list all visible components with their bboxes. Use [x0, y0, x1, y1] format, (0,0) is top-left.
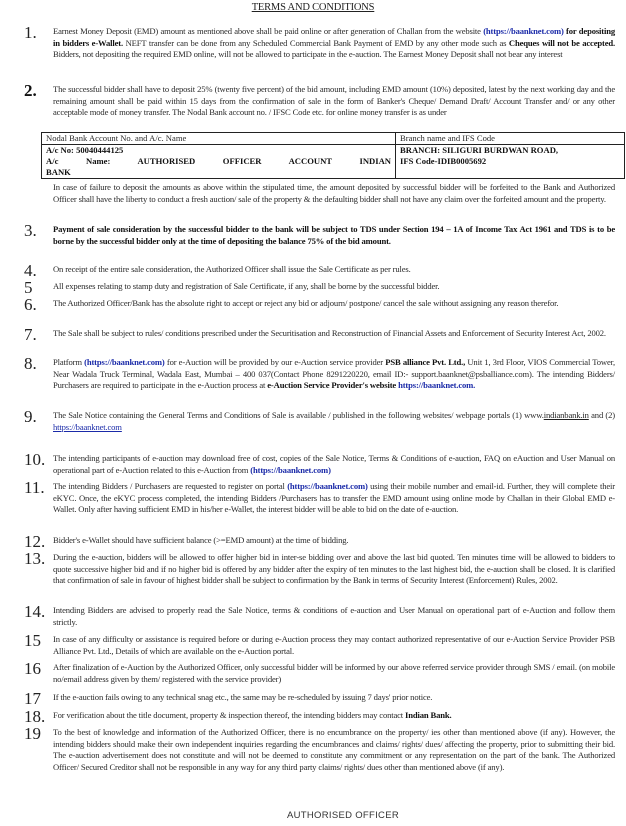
- clause-text-run: Bidder's e-Wallet should have sufficient balance (>=EMD amount) at the time of bidding.: [53, 535, 349, 545]
- clause-link[interactable]: https://baanknet.com: [53, 421, 122, 432]
- clause-text: [53, 224, 615, 247]
- clause-link[interactable]: (https://baanknet.com): [483, 26, 564, 36]
- clause-number: 12.: [24, 532, 46, 551]
- ifsc-code: IFS Code-IDIB0005692: [400, 156, 487, 166]
- clause-emphasis: PSB alliance Pvt. Ltd.,: [385, 357, 466, 367]
- clause-text: [53, 662, 615, 685]
- clause-emphasis: Indian Bank.: [405, 710, 452, 720]
- clause-number: 8.: [24, 354, 37, 373]
- clause-text-run: The Sale shall be subject to rules/ conditions prescribed under the Securitisation and Reconstruction of Financial Assets and Enforcement of Security Interest Act, 2002.: [53, 328, 606, 338]
- table-header-account: Nodal Bank Account No. and A/c. Name: [42, 133, 396, 145]
- clause-text: [53, 692, 615, 704]
- clause-number: 9.: [24, 407, 37, 426]
- clause-text-run: For verification about the title document, property & inspection thereof, the intending bidders may contact: [53, 710, 406, 720]
- clause-text-run: Platform: [53, 357, 85, 367]
- clause-text-run: After finalization of e-Auction by the Authorized Officer, only successful bidder will be informed by our above referred service provider through SMS / email. (on mobile no/email address given by them/ registered with the service provider): [53, 662, 615, 684]
- clause-text-run: Earnest Money Deposit (EMD) amount as mentioned above shall be paid online or after generation of Challan from the website: [53, 26, 484, 36]
- account-number: A/c No: 50040444125: [46, 145, 124, 155]
- clause-text-run: and (2): [588, 410, 615, 420]
- clause-emphasis: Cheques will not be accepted.: [508, 37, 615, 48]
- clause-text-run: The Sale Notice containing the General Terms and Conditions of Sale is available / published in the following websites/ webpage portals (1) www.: [53, 410, 544, 420]
- clause-number: 17: [24, 689, 41, 708]
- clause-link[interactable]: indianbank.in: [543, 410, 589, 420]
- clause-link[interactable]: (https://baanknet.com): [250, 464, 331, 475]
- clause-number: 19: [24, 724, 41, 743]
- clause-text: [53, 26, 615, 61]
- clause-text: [53, 453, 615, 476]
- clause-text-run: using their mobile number and email-id. Further, they will complete their eKYC. Once, the eKYC process completed, the intending Bidders /Purchasers has to transfer the EMD amount using online mode by Challan in their Global EMD e-Wallet. Only after having sufficient EMD in his/her e-Wallet, the interest bidder will be able to bid on the date of e-auction.: [53, 481, 615, 515]
- clause-text: [53, 552, 615, 587]
- clause-text: [53, 264, 615, 276]
- clause-text: [53, 605, 615, 628]
- clause-number: 1.: [24, 23, 37, 42]
- forfeiture-text: In case of failure to deposit the amounts as above within the stipulated time, the amount deposited by successful bidder will be forfeited to the Bank and Authorized Officer shall have the liberty to conduct a fresh auction/ sale of the property & the defaulting bidder shall not have any claim over the forfeited amount and the property.: [53, 182, 615, 204]
- clause-text: [53, 84, 615, 119]
- clause-number: 5: [24, 278, 33, 297]
- clause-text-run: The intending Bidders / Purchasers are requested to register on portal: [53, 481, 288, 491]
- branch-cell: [396, 145, 625, 179]
- clause-number: 10.: [24, 450, 46, 469]
- clause-text-run: If the e-auction fails owing to any technical snag etc., the same may be re-scheduled by issuing 7 days' prior notice.: [53, 692, 433, 702]
- clause-text: [53, 535, 615, 547]
- clause-number: 16: [24, 659, 41, 678]
- clause-text: [53, 481, 615, 516]
- clause-number: 2.: [24, 81, 37, 100]
- clause-text: [53, 357, 615, 392]
- account-name-continued: BANK: [46, 167, 71, 177]
- clause-text-run: In case of any difficulty or assistance is required before or during e-Auction process they may contact authorized representative of our e-Auction Service Provider PSB Alliance Pvt. Ltd., Details of which are available on the e-Auction portal.: [53, 634, 615, 656]
- clause-link[interactable]: https://baanknet.com.: [398, 380, 476, 391]
- clause-text: [53, 727, 615, 773]
- clause-text-run: NEFT transfer can be done from any Scheduled Commercial Bank Payment of EMD by any other mode such as: [123, 37, 509, 48]
- clause-text-run: Unit 1, 3rd Floor, VIOS Commercial Tower, Near Wadala Truck Terminal, Wadala East, Mumbai – 400 037(Contact Phone 8291220220, email ID:- support.baanknet@psballiance.com). The intending Bidders/ Purchasers are required to participate in the e-Auction process at: [53, 357, 616, 391]
- clause-emphasis: for depositing in bidders e-Wallet.: [53, 26, 616, 48]
- clause-number: 4.: [24, 261, 37, 280]
- clause-text-run: All expenses relating to stamp duty and registration of Sale Certificate, if any, shall be borne by the successful bidder.: [53, 281, 440, 291]
- nodal-account-table: [41, 132, 625, 179]
- clause-link[interactable]: (https://baanknet.com): [84, 357, 165, 367]
- clause-number: 14.: [24, 602, 46, 621]
- signature-line: AUTHORISED OFFICER: [286, 810, 399, 821]
- clause-text-run: The Authorized Officer/Bank has the absolute right to accept or reject any bid or adjourn/ postpone/ cancel the sale without assigning any reason therefor.: [53, 298, 559, 308]
- document-title: TERMS AND CONDITIONS: [251, 2, 375, 13]
- clause-text: [53, 298, 615, 310]
- clause-text-run: The intending participants of e-auction may download free of cost, copies of the Sale Notice, Terms & Conditions of e-auction, FAQ on eAuction and User Manual on operational part of e-Auction related to this e-Auction from: [53, 453, 615, 475]
- clause-number: 3.: [24, 221, 37, 240]
- clause-emphasis: e-Auction Service Provider's website: [267, 380, 399, 391]
- clause-text: [53, 710, 615, 722]
- account-name: A/c Name: AUTHORISED OFFICER ACCOUNT INDIAN: [46, 156, 391, 166]
- clause-number: 15: [24, 631, 41, 650]
- clause-emphasis: Payment of sale consideration by the successful bidder to the bank will be subject to TDS under Section 194 – 1A of Income Tax Act 1961 and TDS is to be borne by the successful bidder only at the time of depositing the balance 75% of the bid amount.: [53, 224, 615, 246]
- clause-number: 13.: [24, 549, 46, 568]
- clause-text-run: Bidders, not depositing the required EMD online, will not be allowed to participate in the e-auction. The Earnest Money Deposit shall not bear any interest: [53, 49, 563, 60]
- clause-text-run: On receipt of the entire sale consideration, the Authorized Officer shall issue the Sale Certificate as per rules.: [53, 264, 411, 274]
- account-cell: [42, 145, 396, 179]
- clause-text: [53, 634, 615, 657]
- clause-number: 6.: [24, 295, 37, 314]
- clause-text-run: The successful bidder shall have to deposit 25% (twenty five percent) of the bid amount, including EMD amount (10%) deposited, latest by the next working day and the remaining amount shall be paid within 15 days from the confirmation of sale in the form of Banker's Cheque/ Demand Draft/ Account Transfer and/ or any other acceptable mode of money transfer. The Nodal Bank account no. / IFSC Code etc. for online money transfer is as under: [53, 84, 615, 118]
- clause-text-run: During the e-auction, bidders will be allowed to offer higher bid in inter-se bidding over and above the last bid quoted. Ten minutes time will be allowed to bidders to quote successive higher bid and if no higher bid is offered by any bidder after the expiry of ten minutes to the last highest bid, the e-auction shall be closed. It is clarified that confirmation of sale in favour of highest bidder shall be subject to confirmation by the Bank in terms of Security Interest (Enforcement) Rules, 2002.: [53, 552, 615, 586]
- clause-text: [53, 281, 615, 293]
- table-header-row: [42, 133, 625, 145]
- clause-link[interactable]: (https://baanknet.com): [287, 481, 368, 491]
- branch-name: BRANCH: SILIGURI BURDWAN ROAD,: [400, 145, 559, 155]
- clause-text-run: To the best of knowledge and information of the Authorized Officer, there is no encumbrance on the property/ ies other than mentioned above (if any). However, the intending bidders should make their own independent inquiries regarding the encumbrances and claims/ rights/ dues/ affecting the property, prior to submitting their bid. The e-auction advertisement does not constitute and will not be deemed to constitute any commitment or any representation on the part of the bank. The Authorized Officer/ Secured Creditor shall not be responsible in any way for any third party claims/ rights/ dues other than mentioned above (if any).: [53, 727, 615, 772]
- clause-text-run: for e-Auction will be provided by our e-Auction service provider: [164, 357, 386, 367]
- clause-text: [53, 410, 615, 433]
- table-row: [42, 145, 625, 179]
- clause-text-run: Intending Bidders are advised to properly read the Sale Notice, terms & conditions of e-auction and User Manual on operational part of e-Auction and follow them strictly.: [53, 605, 615, 627]
- table-header-branch: Branch name and IFS Code: [396, 133, 625, 145]
- clause-number: 7.: [24, 325, 37, 344]
- clause-number: 18.: [24, 707, 46, 726]
- clause-number: 11.: [24, 478, 45, 497]
- clause-text: [53, 328, 615, 340]
